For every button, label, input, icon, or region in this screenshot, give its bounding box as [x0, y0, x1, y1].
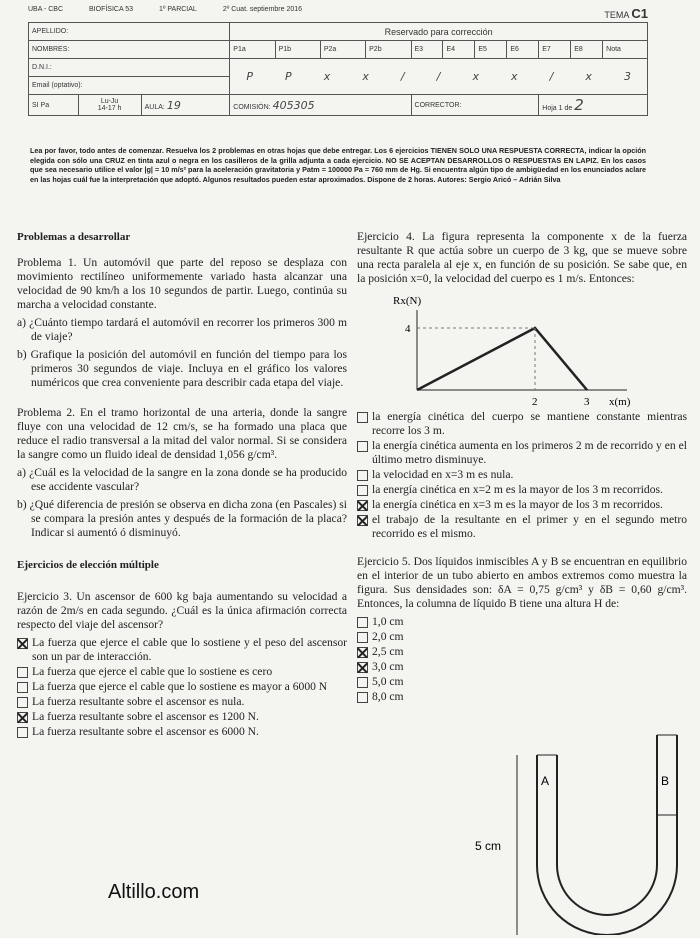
x-tick-2: 2	[532, 396, 538, 408]
grid-col: E3	[411, 41, 443, 59]
mark: x	[511, 70, 518, 83]
e3-option[interactable]: La fuerza que ejerce el cable que lo sostiene es cero	[17, 665, 347, 679]
grid-col: E6	[507, 41, 539, 59]
grid-col: Nota	[603, 41, 648, 59]
mark: x	[472, 70, 479, 83]
checkbox[interactable]	[17, 638, 28, 649]
tube-inner	[557, 735, 657, 915]
tema-label: TEMA C1	[604, 6, 648, 21]
mark: /	[436, 70, 441, 83]
grid-col: P1b	[275, 41, 320, 59]
force-curve	[417, 328, 587, 390]
e5-option[interactable]: 2,5 cm	[357, 645, 447, 659]
label-a: A	[541, 774, 550, 788]
mark: /	[549, 70, 554, 83]
apellido-field: APELLIDO:	[29, 23, 230, 41]
e3-option[interactable]: La fuerza que ejerce el cable que lo sostiene y el peso del ascensor son un par de interacción.	[17, 636, 347, 664]
marks-cell	[230, 59, 648, 95]
e5-option[interactable]: 2,0 cm	[357, 630, 447, 644]
grid-col: E4	[443, 41, 475, 59]
hoja: Hoja 1 de 2	[539, 95, 648, 116]
e3-option[interactable]: La fuerza resultante sobre el ascensor es 1200 N.	[17, 710, 347, 724]
force-graph	[377, 290, 677, 410]
grid-col: P1a	[230, 41, 275, 59]
e4-option[interactable]: el trabajo de la resultante en el primer y en el segundo metro recorrido es el mismo.	[357, 513, 687, 541]
grid-col: P2a	[320, 41, 365, 59]
checkbox[interactable]	[357, 412, 368, 423]
problem-1a: a) ¿Cuánto tiempo tardará el automóvil en recorrer los primeros 300 m de viaje?	[17, 316, 347, 343]
instructions: Lea por favor, todo antes de comenzar. Resuelva los 2 problemas en otras hojas que debe entregar. Los 6 ejercicios TIENEN SOLO UNA RESPUESTA CORRECTA, indicar la opción elegida con sólo una CRUZ en tinta azul o negra en los casilleros de la grilla adjunta a cada ejercicio. NO SE ACEPTAN DESARROLLOS O RESPUESTAS EN LAPIZ. En los casos que sea necesario utilice el valor |g| = 10 m/s² para la aceleración gravitatoria y Patm = 100000 Pa = 760 mm de Hg. Si encuentra algún tipo de ambigüedad en los enunciados aclare en las hojas cuál fue la interpretación que adoptó. Algunos resultados pueden estar aproximados. Dispone de 2 horas. Autores: Sergio Aricó – Adrián Silva	[30, 146, 646, 184]
checkbox[interactable]	[17, 712, 28, 723]
x-tick-3: 3	[584, 396, 590, 408]
mark: x	[585, 70, 592, 83]
checkbox[interactable]	[357, 617, 368, 628]
checkbox[interactable]	[357, 677, 368, 688]
checkbox[interactable]	[17, 727, 28, 738]
aula: AULA: 19	[141, 95, 230, 116]
checkbox[interactable]	[357, 515, 368, 526]
altillo-logo: Altillo.com	[108, 881, 200, 903]
grid-col: E5	[475, 41, 507, 59]
checkbox[interactable]	[357, 485, 368, 496]
mark: P	[285, 70, 292, 83]
checkbox[interactable]	[357, 632, 368, 643]
checkbox[interactable]	[357, 662, 368, 673]
problem-2b: b) ¿Qué diferencia de presión se observa en dicha zona (en Pascales) si se compara la presión antes y después de la formación de la placa? Indicar si aumentó ó disminuyó.	[17, 498, 347, 539]
checkbox[interactable]	[357, 647, 368, 658]
mark: x	[362, 70, 369, 83]
y-tick-4: 4	[405, 323, 411, 335]
choice-heading: Ejercicios de elección múltiple	[17, 559, 159, 571]
label-5cm: 5 cm	[475, 839, 502, 853]
u-tube-figure	[357, 715, 687, 935]
exercise-3: Ejercicio 3. Un ascensor de 600 kg baja aumentando su velocidad a razón de 2m/s en cada segundo. ¿Cuál es la única afirmación correcta respecto del viaje del ascensor?	[17, 590, 347, 631]
parcial-label: 1º PARCIAL	[158, 6, 197, 13]
mark: /	[400, 70, 405, 83]
exercise-5: Ejercicio 5. Dos líquidos inmiscibles A y B se encuentran en equilibrio en el interior de un tubo abierto en ambos extremos como muestra la figura. Sus densidades son: δA = 0,75 g/cm³ y δB = 0,60 g/cm³. Entonces, la columna de líquido B tiene una altura H de:	[357, 555, 687, 610]
e4-option[interactable]: la energía cinética en x=2 m es la mayor de los 3 m recorridos.	[357, 483, 687, 497]
checkbox[interactable]	[17, 667, 28, 678]
sede: SI Pa	[29, 95, 79, 116]
e4-option[interactable]: la velocidad en x=3 m es nula.	[357, 468, 687, 482]
problem-2: Problema 2. En el tramo horizontal de una arteria, donde la sangre fluye con una velocidad de 12 cm/s, se ha formado una placa que reduce el radio transversal a la mitad del valor normal. Si se considera la sangre como un fluido ideal de densidad 1,056 g/cm³.	[17, 406, 347, 461]
e5-options	[357, 615, 447, 704]
reservado-label: Reservado para corrección	[230, 23, 648, 41]
grid-col: E8	[571, 41, 603, 59]
e4-option[interactable]: la energía cinética del cuerpo se mantiene constante mientras recorre los 3 m.	[357, 410, 687, 438]
exam-header	[28, 6, 648, 116]
checkbox[interactable]	[17, 697, 28, 708]
checkbox[interactable]	[17, 682, 28, 693]
mark: x	[323, 70, 331, 83]
subject-label: BIOFÍSICA 53	[89, 6, 133, 13]
checkbox[interactable]	[357, 500, 368, 511]
graph-ylabel: Rx(N)	[393, 295, 422, 307]
e3-option[interactable]: La fuerza resultante sobre el ascensor es nula.	[17, 695, 347, 709]
left-column	[17, 230, 347, 740]
comision: COMISIÓN: 405305	[230, 95, 411, 116]
mark: 3	[623, 70, 631, 83]
checkbox[interactable]	[357, 692, 368, 703]
problem-2a: a) ¿Cuál es la velocidad de la sangre en la zona donde se ha producido ese accidente vascular?	[17, 466, 347, 493]
cuatrimestre-label: 2º Cuat. septiembre 2016	[222, 6, 303, 13]
problem-1: Problema 1. Un automóvil que parte del reposo se desplaza con movimiento rectilíneo uniformemente variado hasta alcanzar una velocidad de 90 km/h a los 10 segundos de partir. Luego, continúa su marcha a velocidad constante.	[17, 256, 347, 311]
graph-xlabel: x(m)	[609, 396, 631, 408]
corrector: CORRECTOR:	[411, 95, 539, 116]
checkbox[interactable]	[357, 441, 368, 452]
uba-label: UBA - CBC	[28, 6, 64, 13]
dni-field: D.N.I.:	[29, 59, 230, 77]
e4-option[interactable]: la energía cinética aumenta en los primeros 2 m de recorrido y en el último metro disminuye.	[357, 439, 687, 467]
email-field: Email (optativo):	[29, 77, 230, 95]
e5-option[interactable]: 5,0 cm	[357, 675, 447, 689]
e5-option[interactable]: 1,0 cm	[357, 615, 447, 629]
e3-option[interactable]: La fuerza resultante sobre el ascensor es 6000 N.	[17, 725, 347, 739]
e5-option[interactable]: 3,0 cm	[357, 660, 447, 674]
problem-1b: b) Grafique la posición del automóvil en función del tiempo para los primeros 30 segundos de viaje. Incluya en el gráfico los valores numéricos que crea conveniente para describir cada etapa del viaje.	[17, 348, 347, 389]
e5-option[interactable]: 8,0 cm	[357, 690, 447, 704]
label-b: B	[661, 774, 670, 788]
mark: P	[246, 70, 253, 83]
exercise-4: Ejercicio 4. La figura representa la componente x de la fuerza resultante R que actúa sobre un cuerpo de 3 kg, que se mueve sobre una recta paralela al eje x, en función de su posición. Se sabe que, en la posición x=0, la velocidad del cuerpo es 1 m/s. Entonces:	[357, 230, 687, 285]
dia-hora: Lu-Ju 14-17 h	[78, 95, 141, 116]
problems-heading: Problemas a desarrollar	[17, 231, 131, 243]
checkbox[interactable]	[357, 470, 368, 481]
right-column	[357, 230, 687, 853]
grid-col: E7	[539, 41, 571, 59]
e4-option[interactable]: la energía cinética en x=3 m es la mayor de los 3 m recorridos.	[357, 498, 687, 512]
grid-col: P2b	[366, 41, 411, 59]
e3-option[interactable]: La fuerza que ejerce el cable que lo sostiene es mayor a 6000 N	[17, 680, 347, 694]
nombres-field: NOMBRES:	[29, 41, 230, 59]
